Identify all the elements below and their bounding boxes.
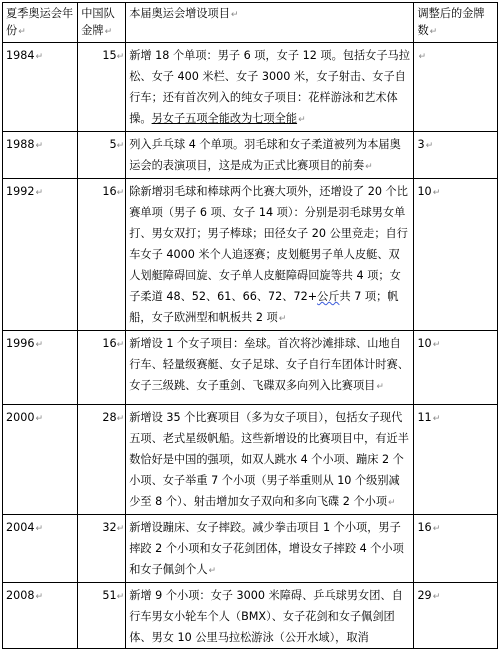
cell-gold: 16↵ <box>78 331 126 405</box>
cell-year: 2000↵ <box>3 405 78 515</box>
table-row <box>3 583 498 649</box>
cell-adjusted: 10↵ <box>414 179 498 331</box>
header-adjusted: 调整后的金牌数↵ <box>414 3 498 43</box>
cell-gold: 28↵ <box>78 405 126 515</box>
cell-year: 1992↵ <box>3 179 78 331</box>
table-row <box>3 132 498 179</box>
table-row <box>3 405 498 515</box>
cell-items: 除新增羽毛球和棒球两个比赛大项外，还增设了 20 个比赛单项（男子 6 项、女子 14 项）：分别是羽毛球男女单打、男女双打；男子棒球；田径女子 20 公里竞走；自行车女子 4000 米个人追逐赛；皮划艇男子单人皮艇、双人划艇障碍回旋、女子单人皮艇障碍回旋等共 4 项；女子柔道 48、52、61、66、72、72+公斤共 7 项；帆船，女子欧洲型和帆板共 2 项↵ <box>126 179 414 331</box>
header-year: 夏季奥运会年份↵ <box>3 3 78 43</box>
olympic-items-table <box>2 2 498 649</box>
cell-adjusted: 29↵ <box>414 583 498 649</box>
cell-adjusted: ↵ <box>414 43 498 132</box>
cell-adjusted: 3↵ <box>414 132 498 179</box>
header-gold: 中国队金牌↵ <box>78 3 126 43</box>
cell-year: 1988↵ <box>3 132 78 179</box>
spellcheck-underlined-text: 公斤 <box>317 290 340 303</box>
table-header-row <box>3 3 498 43</box>
table-row <box>3 43 498 132</box>
cell-gold: 16↵ <box>78 179 126 331</box>
cell-year: 2004↵ <box>3 515 78 583</box>
cell-items: 新增设 35 个比赛项目（多为女子项目），包括女子现代五项、老式星级帆船。这些新增设的比赛项目中，有近半数恰好是中国的强项，如双人跳水 4 个小项、蹦床 2 个小项、女子举重 7 个小项（男子举重则从 10 个级别减少至 8 个）、射击增加女子双向和多向飞碟 2 个小项↵ <box>126 405 414 515</box>
cell-gold: 5↵ <box>78 132 126 179</box>
cell-items: 新增 18 个单项：男子 6 项，女子 12 项。包括女子马拉松、女子 400 米栏、女子 3000 米，女子射击、女子自行车；还有首次列入的纯女子项目：花样游泳和艺术体操。另女子五项全能改为七项全能↵ <box>126 43 414 132</box>
cell-adjusted: 11↵ <box>414 405 498 515</box>
header-items: 本届奥运会增设项目↵ <box>126 3 414 43</box>
cell-adjusted: 16↵ <box>414 515 498 583</box>
cell-items: 新增 9 个小项：女子 3000 米障碍、乒乓球男女团、自行车男女小轮车个人（BMX）、女子花剑和女子佩剑团体、男女 10 公里马拉松游泳（公开水域），取消 <box>126 583 414 649</box>
cell-gold: 51↵ <box>78 583 126 649</box>
cell-year: 2008↵ <box>3 583 78 649</box>
table-row <box>3 515 498 583</box>
table-row <box>3 179 498 331</box>
cell-gold: 15↵ <box>78 43 126 132</box>
cell-items: 新增设蹦床、女子摔跤。减少拳击项目 1 个小项，男子摔跤 2 个小项和女子花剑团体，增设女子摔跤 4 个小项和女子佩剑个人↵ <box>126 515 414 583</box>
cell-year: 1984↵ <box>3 43 78 132</box>
cell-adjusted: 10↵ <box>414 331 498 405</box>
cell-gold: 32↵ <box>78 515 126 583</box>
underlined-text: 另女子五项全能改为七项全能 <box>151 112 298 125</box>
cell-year: 1996↵ <box>3 331 78 405</box>
cell-items: 新增设 1 个女子项目：垒球。首次将沙滩排球、山地自行车、轻量级赛艇、女子足球、女子自行车团体计时赛、女子三级跳、女子重剑、飞碟双多向列入比赛项目↵ <box>126 331 414 405</box>
cell-items: 列入乒乓球 4 个单项。羽毛球和女子柔道被列为本届奥运会的表演项目，这是成为正式比赛项目的前奏↵ <box>126 132 414 179</box>
table-row <box>3 331 498 405</box>
